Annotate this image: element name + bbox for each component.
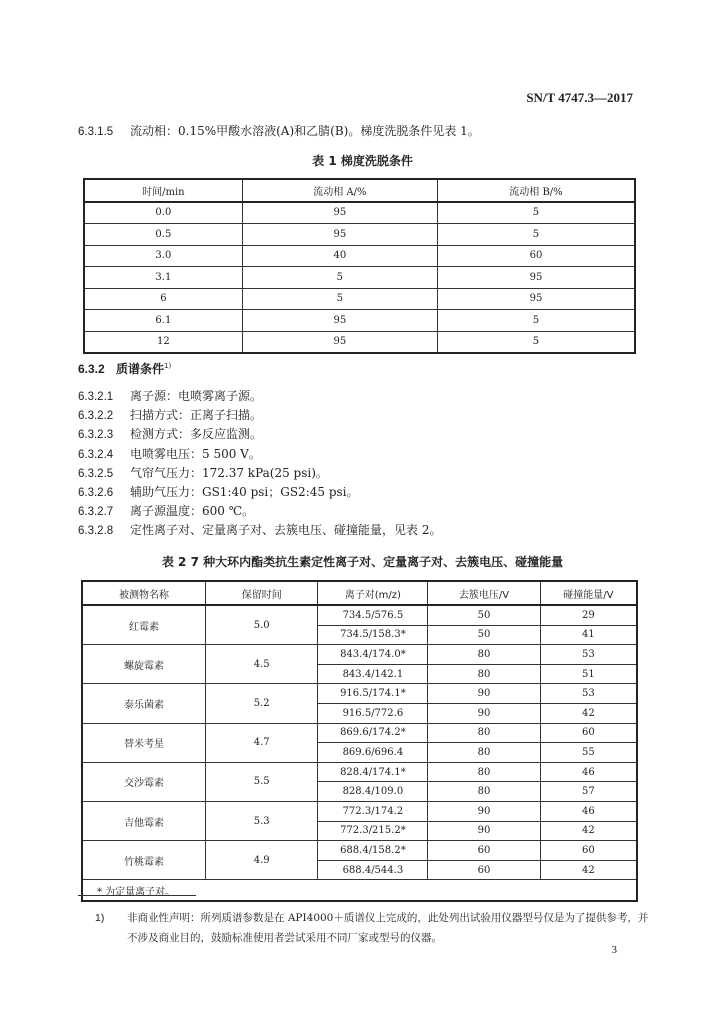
table-cell: 60 [540, 841, 637, 861]
section-number: 6.3.2 [78, 362, 105, 376]
table-cell: 80 [428, 782, 541, 802]
table-row [84, 202, 635, 224]
table-cell: 80 [428, 645, 541, 665]
table-cell: 3.0 [84, 245, 242, 267]
table-cell: 51 [540, 664, 637, 684]
table-cell: 53 [540, 645, 637, 665]
clause-text: 流动相：0.15%甲酸水溶液(A)和乙腈(B)。梯度洗脱条件见表 1。 [130, 124, 480, 138]
table-cell: 90 [428, 821, 541, 841]
standard-code: SN/T 4747.3—2017 [526, 90, 633, 105]
table-cell: 42 [540, 860, 637, 880]
clause-text: 定性离子对、定量离子对、去簇电压、碰撞能量，见表 2。 [130, 523, 442, 538]
clause-text: 辅助气压力：GS1:40 psi；GS2:45 psi。 [130, 485, 359, 499]
table-cell: 95 [242, 224, 437, 246]
table-cell: 95 [242, 202, 437, 224]
header-cell: 时间/min [84, 179, 242, 202]
table-cell: 6.1 [84, 310, 242, 332]
clause-text: 扫描方式：正离子扫描。 [130, 408, 263, 423]
table-cell: 40 [242, 245, 437, 267]
table-cell: 90 [428, 684, 541, 704]
table-row [82, 762, 637, 782]
table-cell: 42 [540, 703, 637, 723]
table-cell: 869.6/696.4 [318, 743, 428, 763]
retention-time-cell: 4.5 [205, 645, 318, 684]
table-cell: 5 [437, 310, 635, 332]
table-cell: 55 [540, 743, 637, 763]
table-cell: 916.5/174.1* [318, 684, 428, 704]
clause-item [78, 427, 262, 442]
section-title: 质谱条件 [116, 362, 165, 376]
table-cell: 95 [437, 288, 635, 310]
table-cell: 80 [428, 723, 541, 743]
analyte-name-cell: 吉他霉素 [82, 801, 205, 840]
table2-caption: 表 2 7 种大环内酯类抗生素定性离子对、定量离子对、去簇电压、碰撞能量 [161, 555, 564, 569]
table-row [84, 288, 635, 310]
clause-number: 6.3.2.7 [78, 506, 114, 519]
table-cell: 828.4/109.0 [318, 782, 428, 802]
table-cell: 688.4/158.2* [318, 841, 428, 861]
retention-time-cell: 5.2 [205, 684, 318, 723]
table-cell: 50 [428, 605, 541, 625]
clause-number: 6.3.1.5 [78, 126, 114, 138]
clause-item [78, 523, 441, 538]
clause-number: 6.3.2.6 [78, 487, 114, 499]
header-cell: 碰撞能量/V [540, 581, 637, 605]
analyte-name-cell: 替米考星 [82, 723, 205, 762]
table-row [84, 224, 635, 246]
table-cell: 90 [428, 801, 541, 821]
table-cell: 60 [428, 860, 541, 880]
table-cell: 12 [84, 331, 242, 353]
footnote-number: 1) [95, 912, 105, 924]
retention-time-cell: 4.7 [205, 723, 318, 762]
table-cell: 80 [428, 664, 541, 684]
table-cell: 60 [437, 245, 635, 267]
table-cell: 53 [540, 684, 637, 704]
table-row [84, 267, 635, 289]
footnote [95, 908, 655, 948]
table-row [82, 684, 637, 704]
table-cell: 95 [242, 310, 437, 332]
gradient-table [83, 178, 636, 354]
table-row [84, 331, 635, 353]
table-cell: 60 [540, 723, 637, 743]
analyte-name-cell: 交沙霉素 [82, 762, 205, 801]
clause-text: 气帘气压力：172.37 kPa(25 psi)。 [130, 465, 328, 480]
clause-number: 6.3.2.3 [78, 429, 114, 442]
table-cell: 5 [437, 331, 635, 353]
table-cell: 869.6/174.2* [318, 723, 428, 743]
table-cell: 50 [428, 625, 541, 645]
table-cell: 5 [437, 224, 635, 246]
ms-parameters-table [81, 580, 638, 902]
analyte-name-cell: 泰乐菌素 [82, 684, 205, 723]
table-cell: 843.4/142.1 [318, 664, 428, 684]
clause-text: 离子源温度：600 ℃。 [130, 504, 255, 519]
table-cell: 6 [84, 288, 242, 310]
table-cell: 0.0 [84, 202, 242, 224]
clause-number: 6.3.2.2 [78, 410, 114, 423]
table-note: * 为定量离子对。 [82, 880, 637, 902]
table-cell: 0.5 [84, 224, 242, 246]
table-cell: 95 [242, 331, 437, 353]
table-row [84, 310, 635, 332]
table-cell: 734.5/576.5 [318, 605, 428, 625]
header-cell: 流动相 B/% [437, 179, 635, 202]
table-cell: 5 [437, 202, 635, 224]
table1-caption: 表 1 梯度洗脱条件 [312, 154, 413, 168]
table-row [82, 645, 637, 665]
retention-time-cell: 5.3 [205, 801, 318, 840]
clause-item [78, 408, 262, 423]
section-6-3-2-heading [78, 360, 171, 377]
retention-time-cell: 5.0 [205, 605, 318, 645]
table-row [84, 245, 635, 267]
header-cell: 被测物名称 [82, 581, 205, 605]
table-cell: 60 [428, 841, 541, 861]
table-cell: 916.5/772.6 [318, 703, 428, 723]
footnote-text: 非商业性声明：所列质谱参数是在 API4000＋质谱仪上完成的，此处列出试验用仪器型号仅是为了提供参考，并不涉及商业目的，鼓励标准使用者尝试采用不同厂家或型号的仪器。 [127, 912, 649, 944]
table-cell: 843.4/174.0* [318, 645, 428, 665]
clause-item [78, 389, 262, 404]
clause-item [78, 466, 328, 481]
table-cell: 29 [540, 605, 637, 625]
table-row [82, 723, 637, 743]
retention-time-cell: 4.9 [205, 841, 318, 880]
header-cell: 保留时间 [205, 581, 318, 605]
analyte-name-cell: 红霉素 [82, 605, 205, 645]
clause-number: 6.3.2.4 [78, 448, 114, 461]
retention-time-cell: 5.5 [205, 762, 318, 801]
header-cell: 离子对(m/z) [318, 581, 428, 605]
table-note-row [82, 880, 637, 902]
clause-text: 离子源：电喷雾离子源。 [130, 389, 263, 403]
table-cell: 772.3/174.2 [318, 801, 428, 821]
table-cell: 3.1 [84, 267, 242, 289]
clause-item [78, 504, 254, 519]
analyte-name-cell: 螺旋霉素 [82, 645, 205, 684]
table-row [82, 605, 637, 625]
table-cell: 772.3/215.2* [318, 821, 428, 841]
clause-item [78, 447, 261, 462]
table-cell: 80 [428, 762, 541, 782]
header-cell: 流动相 A/% [242, 179, 437, 202]
table-header-row [82, 581, 637, 605]
clause-number: 6.3.2.8 [78, 525, 114, 538]
clause-text: 检测方式：多反应监测。 [130, 427, 263, 442]
footnote-divider [78, 895, 196, 896]
table-cell: 688.4/544.3 [318, 860, 428, 880]
header-cell: 去簇电压/V [428, 581, 541, 605]
table-cell: 828.4/174.1* [318, 762, 428, 782]
table-cell: 46 [540, 762, 637, 782]
table-cell: 734.5/158.3* [318, 625, 428, 645]
table-cell: 80 [428, 743, 541, 763]
page-number: 3 [611, 944, 617, 956]
clause-text: 电喷雾电压：5 500 V。 [130, 446, 261, 461]
table-header-row [84, 179, 635, 202]
table-cell: 42 [540, 821, 637, 841]
analyte-name-cell: 竹桃霉素 [82, 841, 205, 880]
clause-6-3-1-5 [78, 124, 480, 139]
table-cell: 57 [540, 782, 637, 802]
clause-number: 6.3.2.1 [78, 391, 114, 403]
clause-item [78, 485, 359, 500]
footnote-ref: 1) [164, 362, 172, 370]
table-cell: 95 [437, 267, 635, 289]
table-cell: 90 [428, 703, 541, 723]
table-cell: 5 [242, 288, 437, 310]
table-cell: 46 [540, 801, 637, 821]
table-cell: 41 [540, 625, 637, 645]
table-row [82, 801, 637, 821]
table-row [82, 841, 637, 861]
clause-number: 6.3.2.5 [78, 467, 114, 480]
table-cell: 5 [242, 267, 437, 289]
